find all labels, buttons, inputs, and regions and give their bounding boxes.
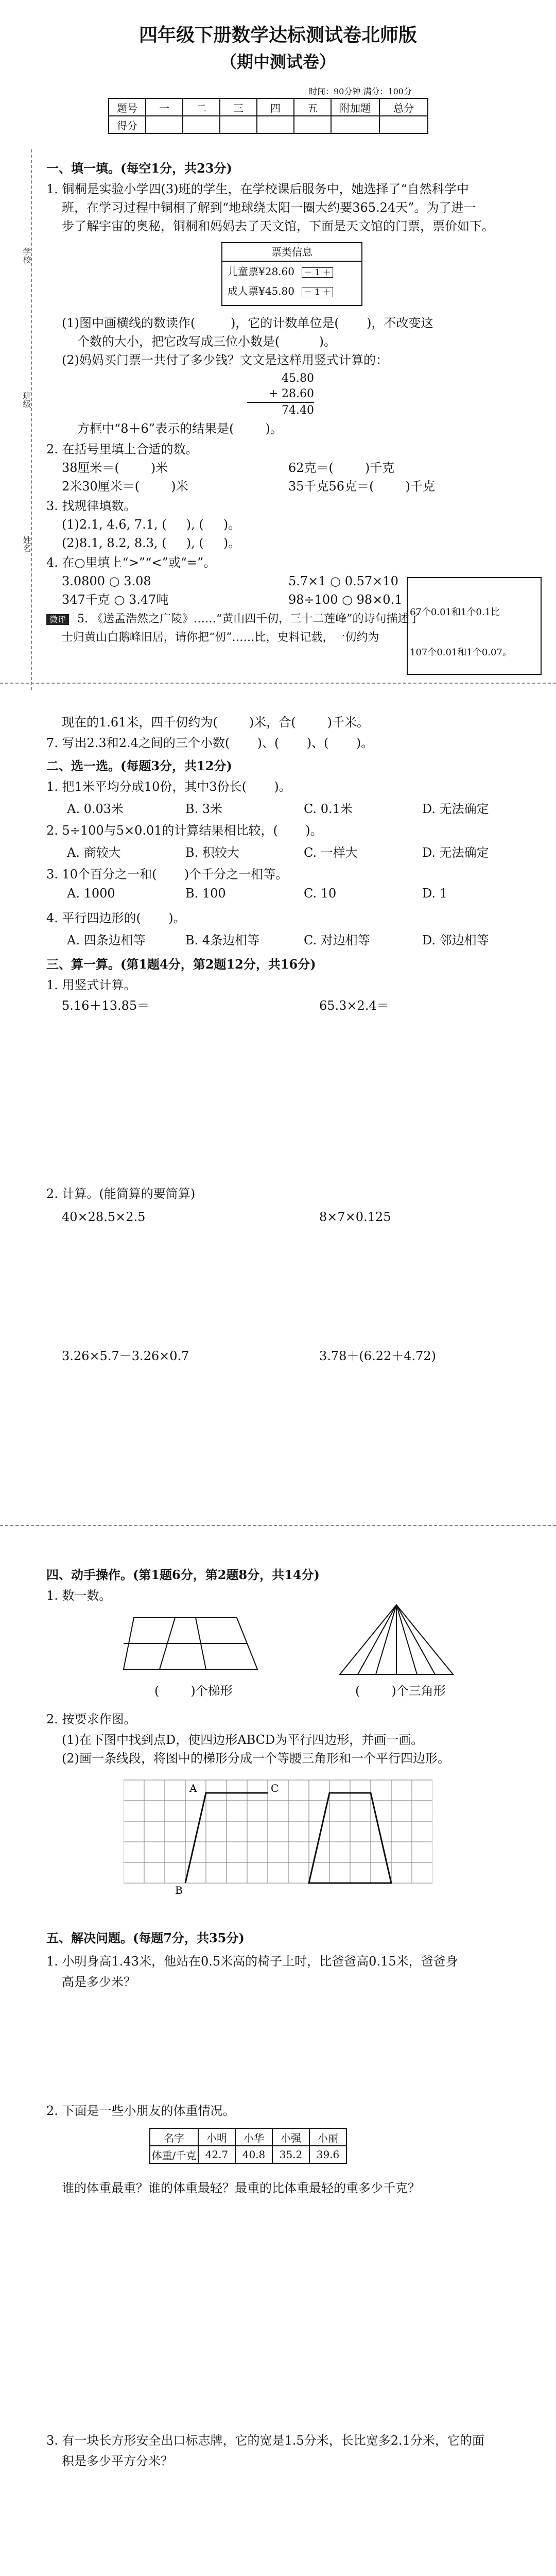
fill-item: 2米30厘米＝( )米 [62,479,188,494]
score-cell[interactable] [294,116,331,133]
table-header: 小明 [198,2128,235,2146]
option-c[interactable]: C. 10 [304,886,337,901]
question-text: 5. 《送孟浩然之广陵》……“黄山四千仞，三十二莲峰”的诗句描述了 [77,613,421,625]
score-cell[interactable] [183,116,220,133]
calc-item: 65.3×2.4＝ [319,998,389,1013]
figure-caption: ( )个三角形 [355,1684,446,1698]
question-text: 2. 在括号里填上合适的数。 [46,442,198,456]
score-cell[interactable] [146,116,183,133]
option-a[interactable]: A. 1000 [67,886,115,901]
question-text: 3. 10个百分之一和( )个千分之一相等。 [46,867,288,882]
option-a[interactable]: A. 商较大 [67,845,121,860]
side-label-school: 学校 [22,247,31,264]
page-separator [0,1525,556,1526]
ticket-row [222,281,361,301]
section-title: 五、解决问题。(每题7分，共35分) [46,1930,245,1945]
compare-box-line: 67个0.01和1个0.1比 [410,607,503,618]
page-subtitle: （期中测试卷） [220,52,336,72]
question-text: 谁的体重最重？谁的体重最轻？最重的比体重最轻的重多少千克？ [62,2181,420,2195]
score-cell[interactable] [220,116,257,133]
question-text: (2)妈妈买门票一共付了多少钱？文文是这样用竖式计算的： [62,353,388,367]
score-cell: 二 [183,98,220,116]
fill-item: 35千克56克＝( )千克 [288,479,435,494]
fill-item: (2)8.1, 8.2, 8.3, ( ), ( )。 [62,536,241,550]
question-text: 3. 找规律填数。 [46,499,136,513]
section-title: 一、填一填。(每空1分，共23分) [46,161,232,176]
page-title: 四年级下册数学达标测试卷北师版 [138,24,417,46]
side-label-name: 姓名 [22,536,31,552]
score-cell: 三 [220,98,257,116]
question-text: 积是多少平方分米？ [62,2454,173,2468]
score-cell[interactable] [331,116,379,133]
ticket-row-label: 儿童票¥28.60 [228,265,294,278]
question-text: 7. 写出2.3和2.4之间的三个小数( )、( )、( )。 [46,736,374,750]
question-text: 高是多少米？ [62,1975,136,1989]
option-d[interactable]: D. 1 [422,886,447,901]
option-d[interactable]: D. 无法确定 [422,845,489,860]
drawing-grid[interactable] [124,1772,432,1906]
vertical-calculation [247,371,314,418]
option-c[interactable]: C. 0.1米 [304,802,353,816]
score-cell: 五 [294,98,331,116]
question-text: 班，在学习过程中铜桐了解到“地球绕太阳一圈大约要365.24天”。为了进一 [62,200,476,215]
weights-table [149,2128,347,2164]
section-title: 四、动手操作。(第1题6分，第2题8分，共14分) [46,1567,320,1582]
question-text: (1)在下图中找到点D，使四边形ABCD为平行四边形，并画一画。 [62,1733,424,1747]
calc-line: 74.40 [282,404,314,417]
option-d[interactable]: D. 无法确定 [422,802,489,816]
option-c[interactable]: C. 对边相等 [304,933,370,947]
question-text: 1. 数一数。 [46,1588,112,1603]
culture-tag-label: 微评 [46,614,69,625]
question-text: 个数的大小，把它改写成三位小数是( )。 [77,334,337,349]
option-b[interactable]: B. 积较大 [185,845,239,860]
compare-box-line: 107个0.01和1个0.07。 [410,647,512,658]
table-header: 小丽 [309,2128,346,2146]
question-text: 士归黄山白鹅峰旧居，请你把“仞”……比，史料记载，一仞约为 [62,631,379,644]
score-cell: 题号 [109,98,146,116]
calc-line: + 28.60 [247,386,314,403]
question-text: 2. 按要求作图。 [46,1712,136,1726]
fill-item: 62克＝( )千克 [288,461,395,475]
question-text: 步了解宇宙的奥秘，铜桐和妈妈去了天文馆，下面是天文馆的门票，票价如下。 [62,219,494,233]
question-text: (2)画一条线段，将图中的梯形分成一个等腰三角形和一个平行四边形。 [62,1751,450,1766]
question-text: 现在的1.61米，四千仞约为( )米，合( )千米。 [62,715,369,730]
compare-item: 3.0800 ○ 3.08 [62,574,151,588]
option-d[interactable]: D. 邻边相等 [422,933,489,947]
question-text: 方框中“8＋6”表示的结果是( )。 [77,421,283,436]
calc-item: 3.26×5.7－3.26×0.7 [62,1349,189,1363]
option-a[interactable]: A. 0.03米 [67,802,124,816]
point-label: B [175,1884,183,1896]
compare-item: 98÷100 ○ 98×0.1 [288,592,403,607]
page-separator [0,683,556,684]
fill-item: (1)2.1, 4.6, 7.1, ( ), ( )。 [62,517,241,532]
score-cell: 四 [257,98,294,116]
question-text: 1. 铜桐是实验小学四(3)班的学生，在学校课后服务中，她选择了“自然科学中 [46,182,469,196]
table-cell: 35.2 [272,2146,309,2163]
score-table [108,98,428,134]
score-cell[interactable] [257,116,294,133]
table-header: 名字 [150,2128,198,2146]
ticket-box [221,242,362,306]
table-cell: 体重/千克 [150,2146,198,2163]
ticket-row-label: 成人票¥45.80 [228,285,294,297]
option-b[interactable]: B. 3米 [185,802,223,816]
culture-tag [46,613,69,625]
score-cell: 一 [146,98,183,116]
ticket-stepper[interactable]: － 1 ＋ [302,287,333,297]
exam-meta: 时间：90分钟 满分：100分 [309,87,412,96]
table-cell: 40.8 [235,2146,272,2163]
ticket-stepper[interactable]: － 1 ＋ [302,267,333,278]
ticket-title: 票类信息 [222,243,361,262]
question-text: 4. 平行四边形的( )。 [46,911,186,925]
table-header: 小强 [272,2128,309,2146]
compare-item: 347千克 ○ 3.47吨 [62,592,169,607]
calc-item: 40×28.5×2.5 [62,1210,146,1224]
question-text: 1. 小明身高1.43米，他站在0.5米高的椅子上时，比爸爸高0.15米，爸爸身 [46,1954,458,1969]
question-text: 4. 在○里填上“>”“<”或“=”。 [46,555,216,570]
table-header: 小华 [235,2128,272,2146]
table-cell: 42.7 [198,2146,235,2163]
question-text: 2. 计算。(能简算的要简算) [46,1187,196,1201]
score-cell: 总分 [379,98,428,116]
option-b[interactable]: B. 100 [185,886,226,901]
question-text: 1. 把1米平均分成10份，其中3份长( )。 [46,779,291,794]
section-title: 二、选一选。(每题3分，共12分) [46,758,232,773]
fill-item: 38厘米＝( )米 [62,461,168,475]
calc-line: 45.80 [282,372,314,385]
option-a[interactable]: A. 四条边相等 [67,933,146,947]
point-label: C [271,1782,279,1794]
calc-item: 8×7×0.125 [319,1210,391,1224]
question-text: 2. 下面是一些小朋友的体重情况。 [46,2104,235,2118]
option-b[interactable]: B. 4条边相等 [185,933,260,947]
ticket-row [222,262,361,281]
score-cell: 附加题 [331,98,379,116]
binding-line [31,149,32,690]
compare-box [407,577,542,675]
section-title: 三、算一算。(第1题4分，第2题12分，共16分) [46,957,316,972]
point-label: A [189,1782,197,1794]
side-label-class: 班级 [22,392,31,408]
compare-item: 5.7×1 ○ 0.57×10 [288,574,398,588]
question-text: 3. 有一块长方形安全出口标志牌，它的宽是1.5分米，长比宽多2.1分米，它的面 [46,2433,484,2448]
score-cell: 得分 [109,116,146,133]
score-cell[interactable] [379,116,428,133]
option-c[interactable]: C. 一样大 [304,845,358,860]
figure-caption: ( )个梯形 [154,1684,233,1698]
question-text: 1. 用竖式计算。 [46,978,136,992]
question-text: (1)图中画横线的数读作( )，它的计数单位是( )，不改变这 [62,316,433,330]
question-text: 2. 5÷100与5×0.01的计算结果相比较，( )。 [46,823,323,838]
calc-item: 5.16＋13.85＝ [62,998,150,1013]
calc-item: 3.78＋(6.22＋4.72) [319,1349,437,1363]
trapezoid-figure [118,1613,263,1674]
table-cell: 39.6 [309,2146,346,2163]
triangle-figure [335,1602,458,1677]
